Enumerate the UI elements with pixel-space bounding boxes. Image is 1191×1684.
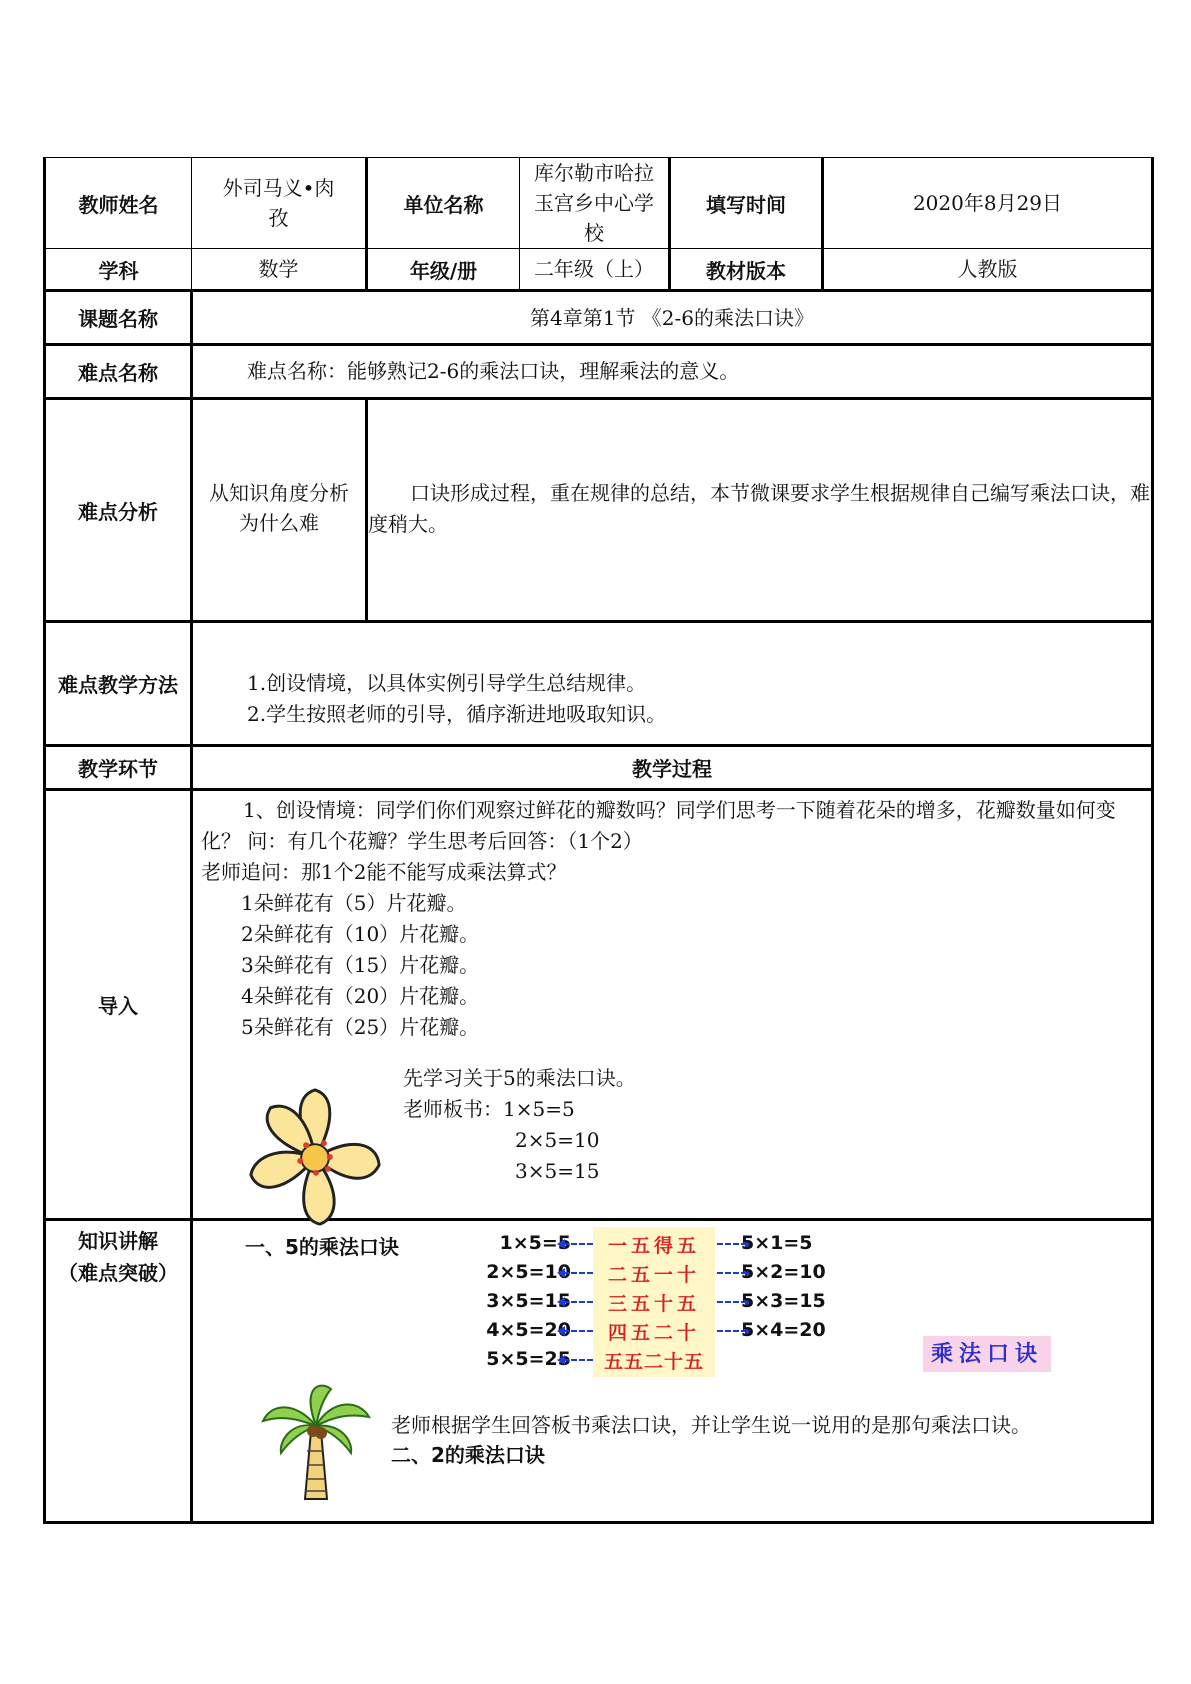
edition-value: 人教版 — [823, 249, 1153, 291]
process-label: 教学过程 — [192, 746, 1153, 790]
date-label: 填写时间 — [670, 158, 823, 249]
row-intro — [45, 790, 1153, 1220]
grade-label: 年级/册 — [367, 249, 520, 291]
intro-para2: 老师追问：那1个2能不能写成乘法算式？ — [201, 860, 567, 884]
intro-para1: 1、创设情境：同学们你们观察过鲜花的瓣数吗？同学们思考一下随着花朵的增多，花瓣数量如何变化？ 问：有几个花瓣？学生思考后回答：（1个2） — [201, 798, 1116, 853]
subject-value: 数学 — [192, 249, 367, 291]
knowledge-label — [45, 1220, 192, 1523]
mult-row — [463, 1345, 843, 1374]
mult-row — [463, 1258, 843, 1287]
arrow-left-icon — [563, 1243, 593, 1245]
analysis-label: 难点分析 — [45, 399, 192, 622]
board-line: 3×5=15 — [515, 1159, 600, 1183]
row-process-header — [45, 746, 1153, 790]
learn-first: 先学习关于5的乘法口诀。 — [403, 1066, 636, 1090]
unit-name: 库尔勒市哈拉玉宫乡中心学校 — [520, 158, 670, 249]
section-title-two: 二、2的乘法口诀 — [391, 1443, 545, 1467]
method-list — [192, 622, 1153, 746]
flower-illustration — [241, 1083, 389, 1233]
arrow-left-icon — [563, 1301, 593, 1303]
mult-row — [463, 1287, 843, 1316]
knowledge-area — [193, 1221, 1151, 1521]
row-subject — [45, 249, 1153, 291]
method-item: 1.创设情境，以具体实例引导学生总结规律。 — [247, 670, 647, 695]
section-title-five: 一、5的乘法口诀 — [245, 1235, 399, 1259]
lesson-plan-form — [43, 157, 1151, 1524]
unit-label: 单位名称 — [367, 158, 520, 249]
arrow-left-icon — [563, 1359, 593, 1361]
row-method — [45, 622, 1153, 746]
intro-content — [192, 790, 1153, 1220]
edition-label: 教材版本 — [670, 249, 823, 291]
rhyme-text: 三五十五 — [607, 1293, 700, 1315]
multiplication-rhyme-badge: 乘法口诀 — [923, 1336, 1051, 1372]
mult-row — [463, 1316, 843, 1345]
grade-value: 二年级（上） — [520, 249, 670, 291]
teacher-name-label: 教师姓名 — [45, 158, 192, 249]
mult-left: 2×5=10 — [486, 1261, 571, 1283]
flower-line: 2朵鲜花有（10）片花瓣。 — [241, 922, 480, 946]
mult-row — [463, 1229, 843, 1258]
mult-right: 5×2=10 — [741, 1261, 826, 1283]
analysis-sub-label: 从知识角度分析为什么难 — [192, 399, 367, 622]
difficulty-value: 难点名称：能够熟记2-6的乘法口诀，理解乘法的意义。 — [192, 345, 1153, 399]
row-difficulty — [45, 345, 1153, 399]
topic-value: 第4章第1节 《2-6的乘法口诀》 — [192, 291, 1153, 345]
board-line: 2×5=10 — [515, 1128, 600, 1152]
method-label: 难点教学方法 — [45, 622, 192, 746]
rhyme-text: 二五一十 — [607, 1264, 700, 1286]
row-topic — [45, 291, 1153, 345]
flower-line: 3朵鲜花有（15）片花瓣。 — [241, 953, 480, 977]
analysis-value: 口诀形成过程，重在规律的总结，本节微课要求学生根据规律自己编写乘法口诀，难度稍大。 — [367, 399, 1153, 622]
difficulty-label: 难点名称 — [45, 345, 192, 399]
row-analysis — [45, 399, 1153, 622]
rhyme-text: 一五得五 — [607, 1235, 700, 1257]
palm-tree-illustration — [261, 1381, 371, 1501]
multiplication-table — [463, 1229, 843, 1374]
intro-label: 导入 — [45, 790, 192, 1220]
mult-left: 4×5=20 — [486, 1319, 571, 1341]
row-teacher — [45, 158, 1153, 249]
knowledge-content — [192, 1220, 1153, 1523]
form-table — [43, 157, 1154, 1524]
subject-label: 学科 — [45, 249, 192, 291]
arrow-left-icon — [563, 1272, 593, 1274]
knowledge-label-line1: 知识讲解 — [78, 1229, 158, 1253]
flower-line: 1朵鲜花有（5）片花瓣。 — [241, 891, 467, 915]
teacher-name: 外司马义•肉孜 — [192, 158, 367, 249]
intro-board — [193, 1043, 1151, 1218]
mult-left: 3×5=15 — [486, 1290, 571, 1312]
teacher-explain: 老师根据学生回答板书乘法口诀，并让学生说一说用的是那句乘法口诀。 — [391, 1413, 1031, 1437]
arrow-left-icon — [563, 1330, 593, 1332]
flower-line: 5朵鲜花有（25）片花瓣。 — [241, 1015, 480, 1039]
date-value: 2020年8月29日 — [823, 158, 1153, 249]
board-text — [403, 1063, 636, 1187]
rhyme-text: 四五二十 — [607, 1322, 700, 1344]
mult-left: 1×5=5 — [499, 1232, 571, 1254]
row-knowledge — [45, 1220, 1153, 1523]
method-item: 2.学生按照老师的引导，循序渐进地吸取知识。 — [247, 701, 667, 726]
knowledge-label-line2: （难点突破） — [58, 1261, 178, 1285]
board-label: 老师板书：1×5=5 — [403, 1097, 575, 1121]
flower-line: 4朵鲜花有（20）片花瓣。 — [241, 984, 480, 1008]
mult-left: 5×5=25 — [486, 1348, 571, 1370]
rhyme-text: 五五二十五 — [603, 1351, 704, 1373]
mult-right: 5×1=5 — [741, 1232, 813, 1254]
topic-label: 课题名称 — [45, 291, 192, 345]
process-step-label: 教学环节 — [45, 746, 192, 790]
mult-right: 5×3=15 — [741, 1290, 826, 1312]
mult-right: 5×4=20 — [741, 1319, 826, 1341]
